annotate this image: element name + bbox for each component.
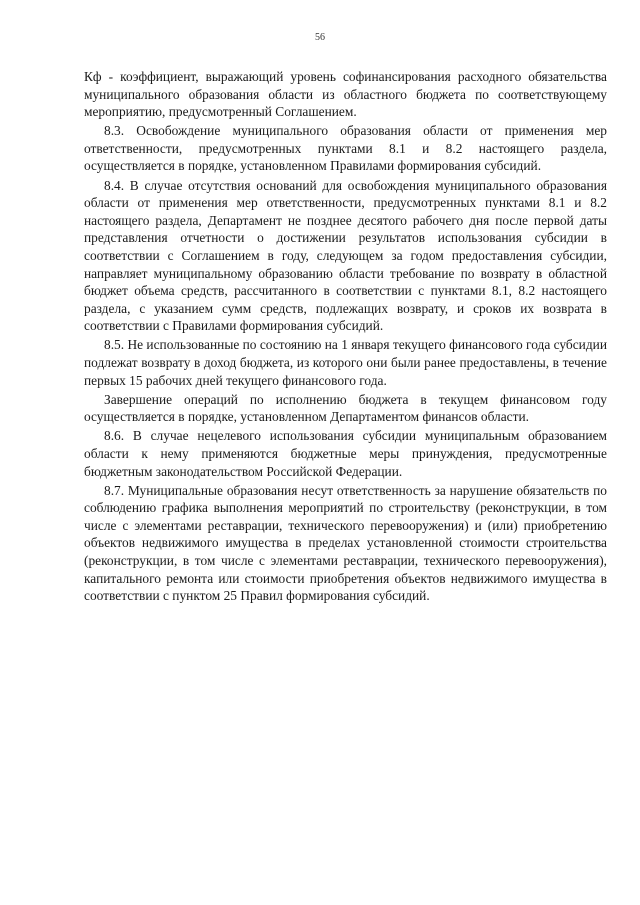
paragraph-8-5-completion: Завершение операций по исполнению бюджета в текущем финансовом году осуществляется в порядке, установленном Департаментом финансов области.: [84, 391, 607, 425]
paragraph-8-4: 8.4. В случае отсутствия оснований для освобождения муниципального образования области от применения мер ответственности, предусмотренных пунктами 8.1 и 8.2 настоящего раздела, Департамент не позднее десятого рабочего дня после первой даты представления отчетности о достижении результатов использования субсидии в соответствии с Соглашением в году, следующем за годом предоставления субсидии, направляет муниципальному образованию области требование по возврату в областной бюджет объема средств, рассчитанного в соответствии с пунктами 8.1, 8.2 настоящего раздела, с указанием сумм средств, подлежащих возврату, и сроков их возврата в соответствии с Правилами формирования субсидий.: [84, 177, 607, 334]
paragraph-8-5: 8.5. Не использованные по состоянию на 1 января текущего финансового года субсидии подлежат возврату в доход бюджета, из которого они были ранее предоставлены, в течение первых 15 рабочих дней текущего финансового года.: [84, 337, 607, 388]
page-number: 56: [315, 32, 325, 43]
document-body: [84, 68, 607, 606]
paragraph-kf-definition: Кф - коэффициент, выражающий уровень софинансирования расходного обязательства муниципального образования области из областного бюджета по соответствующему мероприятию, предусмотренный Соглашением.: [84, 69, 607, 120]
paragraph-8-3: 8.3. Освобождение муниципального образования области от применения мер ответственности, предусмотренных пунктами 8.1 и 8.2 настоящего раздела, осуществляется в порядке, установленном Правилами формирования субсидий.: [84, 123, 607, 174]
paragraph-8-6: 8.6. В случае нецелевого использования субсидии муниципальным образованием области к нему применяются бюджетные меры принуждения, предусмотренные бюджетным законодательством Российской Федерации.: [84, 428, 607, 479]
paragraph-8-7: 8.7. Муниципальные образования несут ответственность за нарушение обязательств по соблюдению графика выполнения мероприятий по строительству (реконструкции, в том числе с элементами реставрации, технического перевооружения) и (или) приобретению объектов недвижимого имущества в пределах установленной стоимости строительства (реконструкции, в том числе с элементами реставрации, технического перевооружения), капитального ремонта или стоимости приобретения объектов недвижимого имущества в соответствии с пунктом 25 Правил формирования субсидий.: [84, 482, 607, 604]
